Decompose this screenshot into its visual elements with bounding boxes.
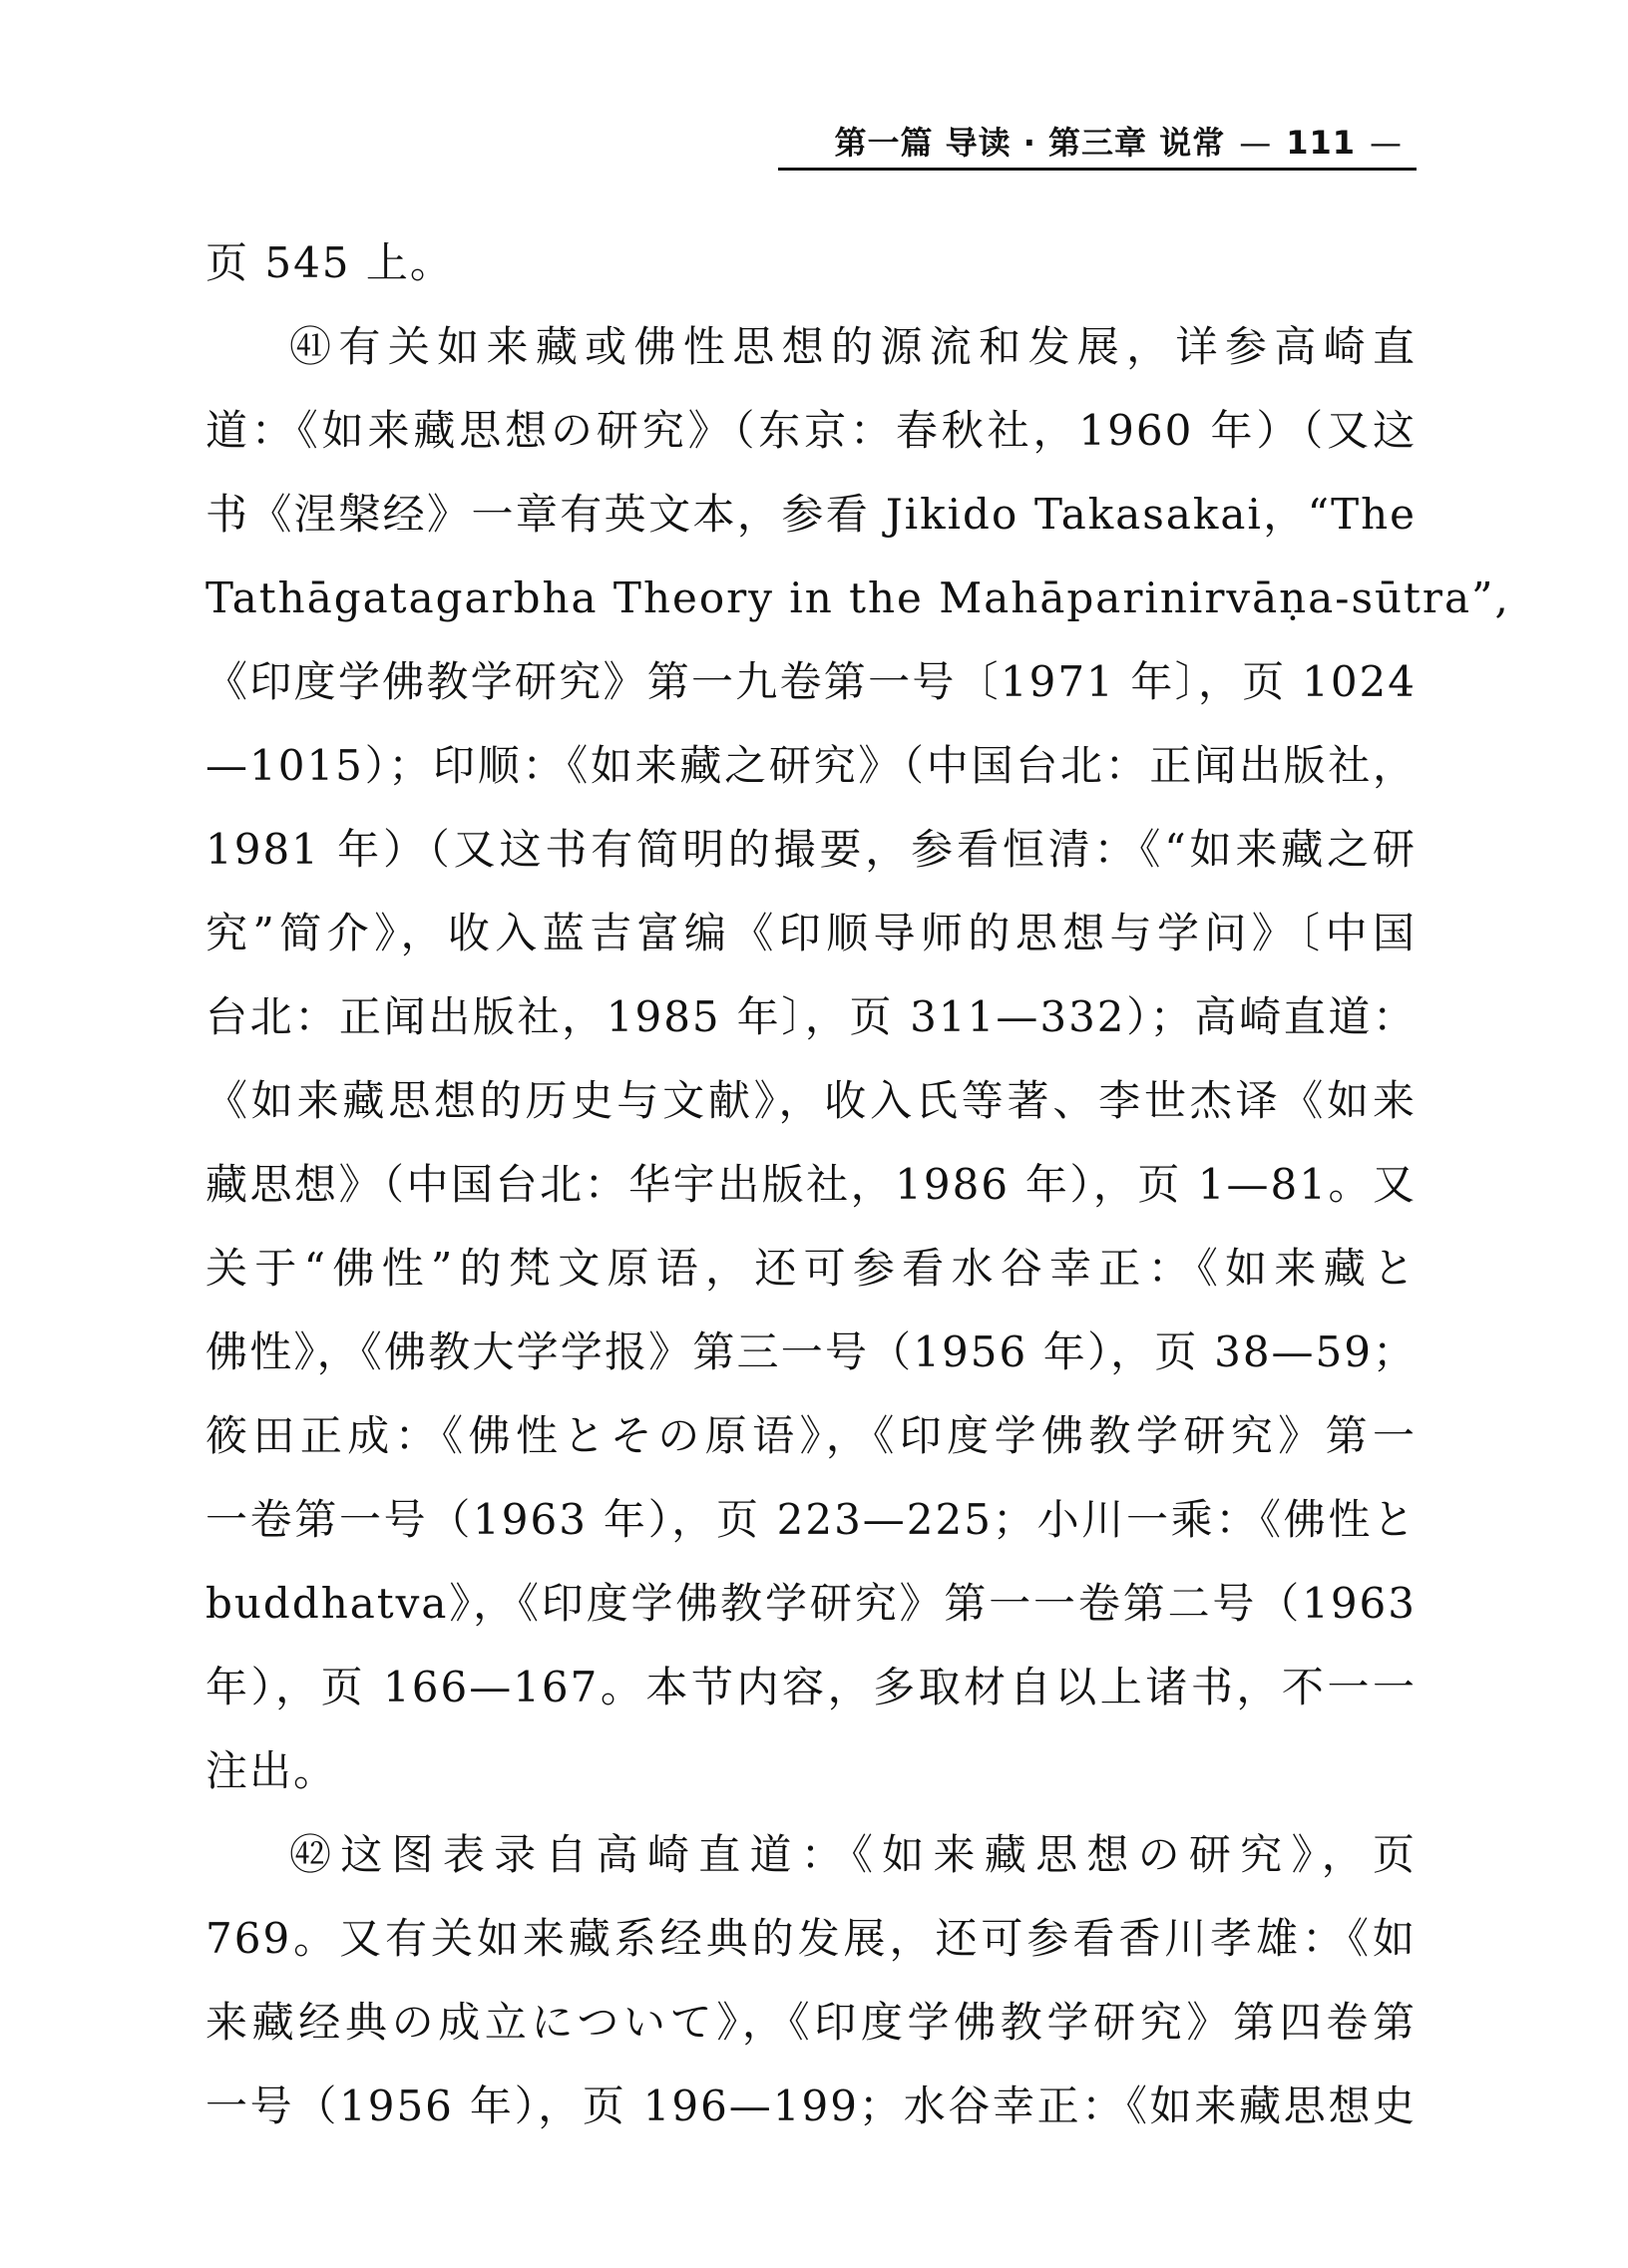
footnote-41-start: ㊶有关如来藏或佛性思想的源流和发展，详参高崎直 [289, 322, 1417, 371]
header-dash-left: — [1239, 124, 1273, 162]
text-line: 筱田正成：《佛性とその原语》，《印度学佛教学研究》第一 [205, 1411, 1417, 1460]
text-line: 来藏经典の成立について》，《印度学佛教学研究》第四卷第 [205, 1998, 1417, 2047]
text-line: 关于“佛性”的梵文原语，还可参看水谷幸正：《如来藏と [205, 1244, 1417, 1293]
text-line: 769。又有关如来藏系经典的发展，还可参看香川孝雄：《如 [205, 1914, 1417, 1963]
text-line: 《如来藏思想的历史与文献》，收入氏等著、李世杰译《如来 [205, 1076, 1417, 1125]
footnotes-body [205, 221, 1510, 2148]
header-page-number: 111 [1286, 124, 1356, 162]
text-line: Tathāgatagarbha Theory in the Mahāparinirvāṇa-sūtra”, [205, 573, 1510, 622]
text-line: 藏思想》（中国台北：华宇出版社，1986 年），页 1—81。又 [205, 1160, 1417, 1209]
text-line: 注出。 [205, 1746, 338, 1795]
text-line: 页 545 上。 [205, 238, 454, 287]
header-part-title: 第一篇 导读 · 第三章 说常 [834, 124, 1226, 162]
text-line: 究”简介》，收入蓝吉富编《印顺导师的思想与学问》〔中国 [205, 909, 1417, 957]
text-line: 一号（1956 年），页 196—199；水谷幸正：《如来藏思想史 [205, 2081, 1417, 2130]
text-line: 一卷第一号（1963 年），页 223—225；小川一乘：《佛性と [205, 1495, 1417, 1544]
text-line: buddhatva》，《印度学佛教学研究》第一一卷第二号（1963 [205, 1579, 1417, 1628]
header-dash-right: — [1370, 124, 1403, 162]
text-line: 书《涅槃经》一章有英文本，参看 Jikido Takasakai，“The [205, 490, 1417, 539]
running-header [778, 118, 1417, 171]
text-line: 年），页 166—167。本节内容，多取材自以上诸书，不一一 [205, 1663, 1417, 1711]
text-line: 1981 年）（又这书有简明的撮要，参看恒清：《“如来藏之研 [205, 825, 1417, 874]
text-line: 台北：正闻出版社，1985 年〕，页 311—332）；高崎直道： [205, 992, 1417, 1041]
text-line: 道：《如来藏思想の研究》（东京：春秋社，1960 年）（又这 [205, 406, 1417, 455]
footnote-42-start: ㊷这图表录自高崎直道：《如来藏思想の研究》，页 [289, 1830, 1417, 1879]
text-line: 《印度学佛教学研究》第一九卷第一号〔1971 年〕，页 1024 [205, 657, 1417, 706]
text-line: —1015）；印顺：《如来藏之研究》（中国台北：正闻出版社， [205, 741, 1417, 790]
text-line: 佛性》，《佛教大学学报》第三一号（1956 年），页 38—59； [205, 1327, 1417, 1376]
